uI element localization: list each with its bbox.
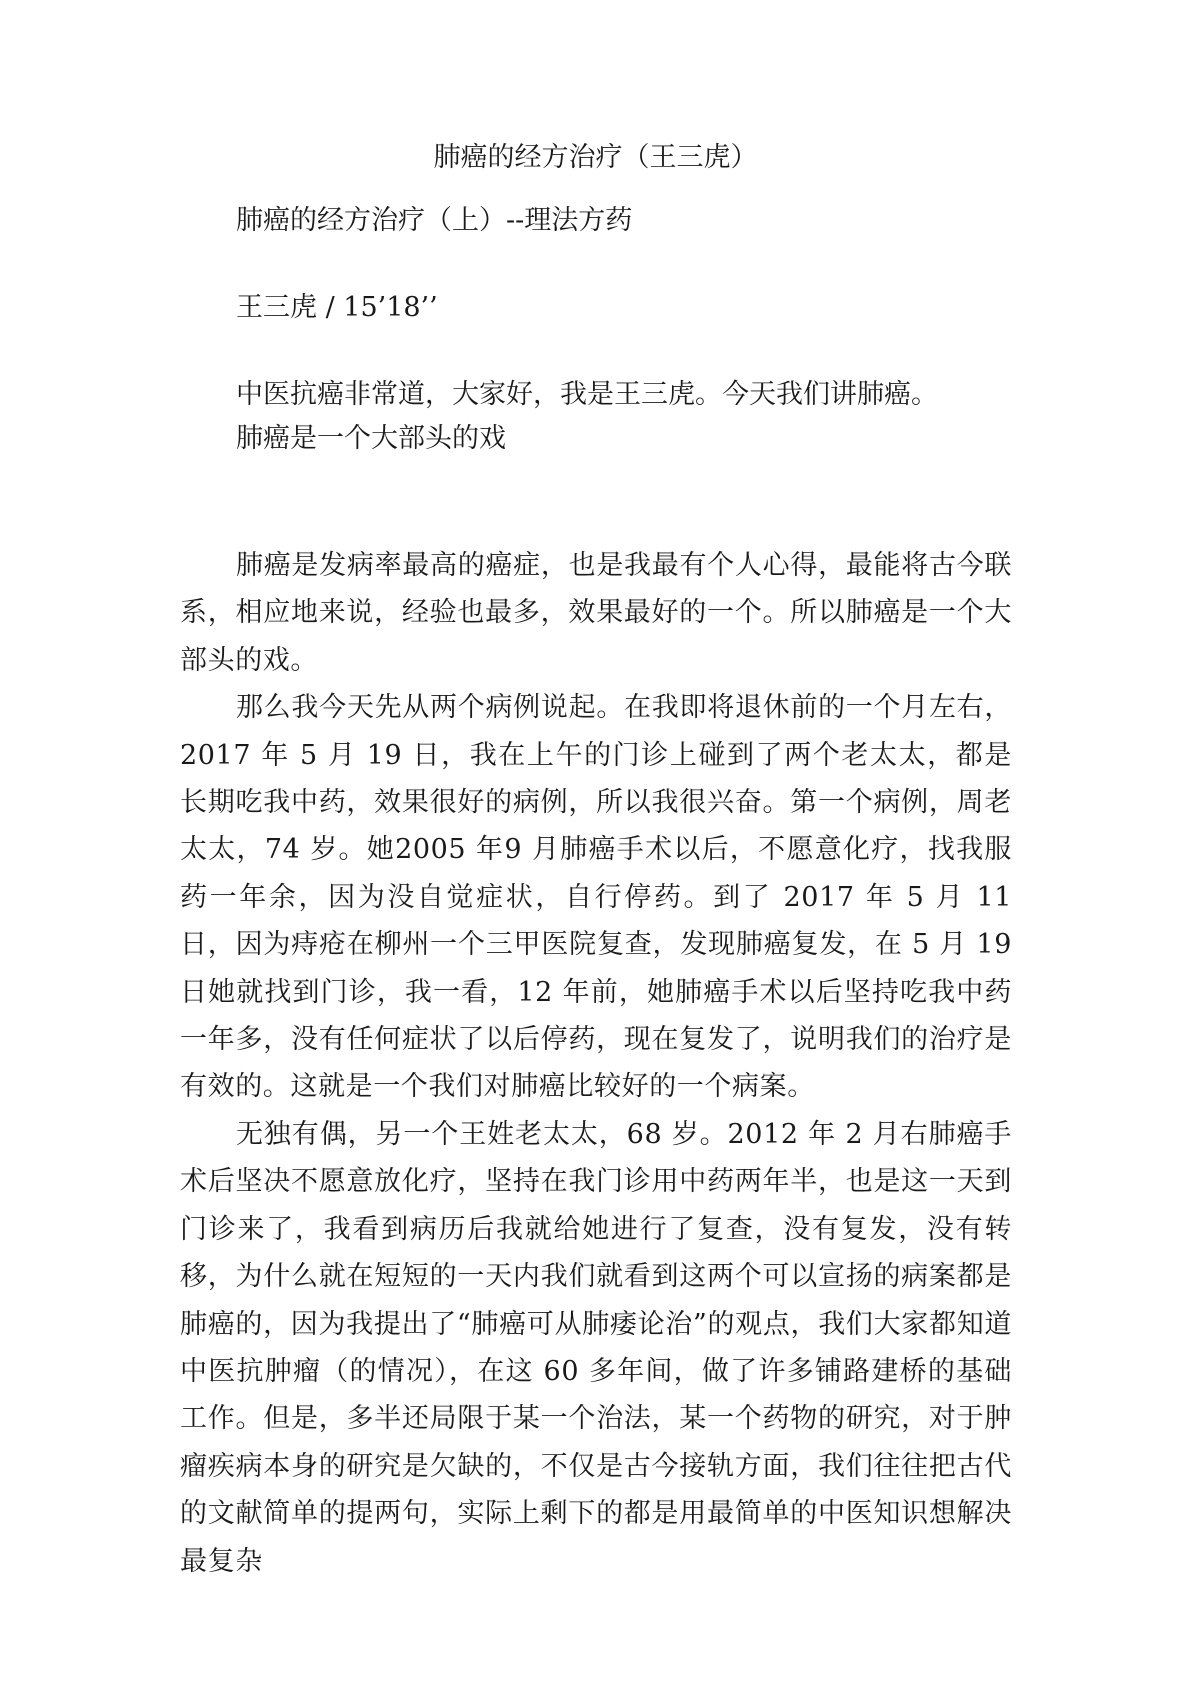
body-text	[180, 542, 1012, 1585]
paragraph: 那么我今天先从两个病例说起。在我即将退休前的一个月左右，2017 年 5 月 19 日，我在上午的门诊上碰到了两个老太太，都是长期吃我中药，效果很好的病例，所以我很兴奋。第一个病例，周老太太，74 岁。她2005 年9 月肺癌手术以后，不愿意化疗，找我服药一年余，因为没自觉症状，自行停药。到了 2017 年 5 月 11 日，因为痔疮在柳州一个三甲医院复查，发现肺癌复发，在 5 月 19 日她就找到门诊，我一看，12 年前，她肺癌手术以后坚持吃我中药一年多，没有任何症状了以后停药，现在复发了，说明我们的治疗是有效的。这就是一个我们对肺癌比较好的一个病案。	[180, 692, 1012, 1103]
intro-line: 中医抗癌非常道，大家好，我是王三虎。今天我们讲肺癌。	[236, 379, 938, 410]
subtitle: 肺癌的经方治疗（上）--理法方药	[236, 205, 633, 236]
byline: 王三虎 / 15’18’’	[236, 292, 438, 323]
section-heading: 肺癌是一个大部头的戏	[236, 423, 506, 454]
document-title: 肺癌的经方治疗（王三虎）	[433, 142, 758, 173]
paragraph: 无独有偶，另一个王姓老太太，68 岁。2012 年 2 月右肺癌手术后坚决不愿意放化疗，坚持在我门诊用中药两年半，也是这一天到门诊来了，我看到病历后我就给她进行了复查，没有复发，没有转移，为什么就在短短的一天内我们就看到这两个可以宣扬的病案都是肺癌的，因为我提出了“肺癌可从肺痿论治”的观点，我们大家都知道中医抗肿瘤（的情况），在这 60 多年间，做了许多铺路建桥的基础工作。但是，多半还局限于某一个治法，某一个药物的研究，对于肿瘤疾病本身的研究是欠缺的，不仅是古今接轨方面，我们往往把古代的文献简单的提两句，实际上剩下的都是用最简单的中医知识想解决最复杂	[180, 1118, 1012, 1577]
paragraph: 肺癌是发病率最高的癌症，也是我最有个人心得，最能将古今联系，相应地来说，经验也最多，效果最好的一个。所以肺癌是一个大部头的戏。	[180, 550, 1012, 676]
